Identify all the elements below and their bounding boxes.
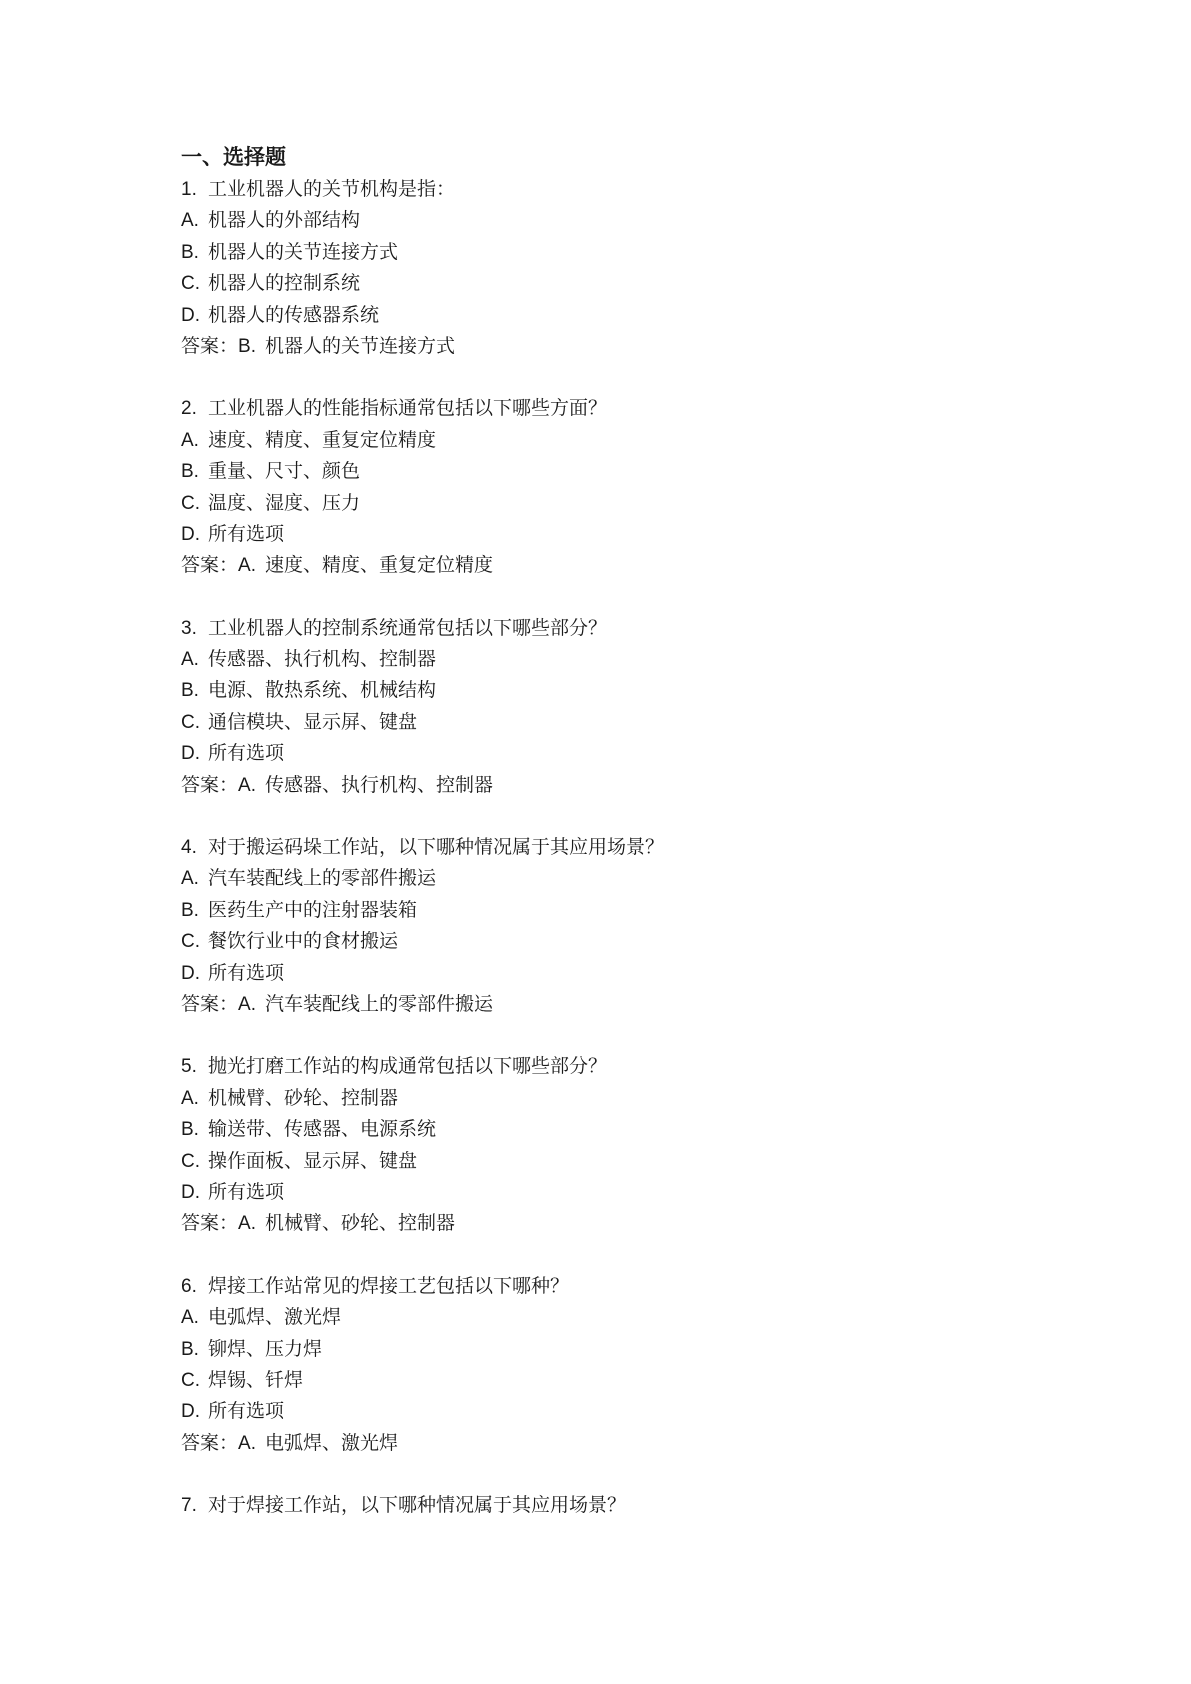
option-text: 传感器、执行机构、控制器 [208,648,437,671]
question-stem [181,1490,1061,1521]
option-line [181,268,1061,299]
option-line [181,488,1061,519]
option-letter: A. [181,210,199,232]
answer-label: 答案： [181,554,239,577]
option-text: 铆焊、压力焊 [208,1337,323,1360]
option-line [181,707,1061,738]
option-line [181,644,1061,675]
question-stem [181,1051,1061,1082]
answer-text: 汽车装配线上的零部件搬运 [265,992,494,1015]
option-letter: D. [181,743,200,765]
option-line [181,738,1061,769]
answer-line [181,989,1061,1020]
answer-letter: B. [238,335,256,357]
answer-text: 速度、精度、重复定位精度 [265,554,494,577]
document-page [181,140,1061,1552]
question-5 [181,1051,1061,1239]
option-text: 输送带、传感器、电源系统 [208,1118,437,1141]
answer-letter: A. [238,1432,256,1454]
option-letter: D. [181,1401,200,1423]
option-text: 所有选项 [208,1180,285,1203]
option-letter: B. [181,899,199,921]
option-text: 所有选项 [208,961,285,984]
question-text: 抛光打磨工作站的构成通常包括以下哪些部分？ [208,1055,608,1078]
question-text: 工业机器人的性能指标通常包括以下哪些方面？ [208,397,608,420]
option-letter: C. [181,1150,200,1172]
option-text: 所有选项 [208,522,285,545]
section-title: 一、选择题 [181,145,286,169]
question-number: 3. [181,617,197,639]
option-letter: C. [181,492,200,514]
answer-text: 传感器、执行机构、控制器 [265,773,494,796]
question-text: 对于焊接工作站，以下哪种情况属于其应用场景？ [208,1494,627,1517]
option-letter: B. [181,1338,199,1360]
option-line [181,1177,1061,1208]
question-stem [181,393,1061,424]
question-text: 工业机器人的关节机构是指： [208,178,456,200]
option-text: 通信模块、显示屏、键盘 [208,710,418,733]
option-text: 所有选项 [208,1400,285,1423]
option-text: 机器人的关节连接方式 [208,240,399,263]
answer-letter: A. [238,1213,256,1235]
option-line [181,1302,1061,1333]
answer-label: 答案： [181,1431,239,1454]
option-letter: C. [181,1369,200,1391]
option-letter: C. [181,931,200,953]
option-text: 速度、精度、重复定位精度 [208,428,437,451]
option-letter: D. [181,304,200,326]
option-letter: A. [181,868,199,890]
option-text: 电弧焊、激光焊 [208,1306,342,1329]
option-text: 温度、湿度、压力 [208,491,361,514]
option-line [181,1334,1061,1365]
question-stem [181,613,1061,644]
question-2 [181,393,1061,581]
question-number: 7. [181,1495,197,1517]
option-text: 机器人的控制系统 [208,272,361,295]
option-line [181,205,1061,236]
answer-line [181,550,1061,581]
question-number: 4. [181,837,197,859]
option-line [181,300,1061,331]
question-list [181,174,1061,1521]
option-text: 餐饮行业中的食材搬运 [208,930,399,953]
question-text: 焊接工作站常见的焊接工艺包括以下哪种？ [208,1274,570,1297]
answer-line [181,1208,1061,1239]
answer-label: 答案： [181,1212,239,1235]
option-letter: C. [181,273,200,295]
answer-line [181,331,1061,362]
question-text: 工业机器人的控制系统通常包括以下哪些部分？ [208,616,608,639]
option-line [181,1365,1061,1396]
answer-text: 机械臂、砂轮、控制器 [265,1212,456,1235]
option-line [181,1396,1061,1427]
question-6 [181,1271,1061,1459]
option-letter: A. [181,649,199,671]
answer-text: 电弧焊、激光焊 [265,1431,399,1454]
answer-letter: A. [238,993,256,1015]
option-line [181,237,1061,268]
option-letter: B. [181,241,199,263]
question-stem [181,174,1061,205]
option-line [181,675,1061,706]
question-number: 1. [181,179,197,200]
answer-letter: A. [238,555,256,577]
option-letter: A. [181,429,199,451]
option-text: 焊锡、钎焊 [208,1368,304,1391]
option-letter: D. [181,962,200,984]
option-text: 所有选项 [208,742,285,765]
option-line [181,1114,1061,1145]
option-text: 重量、尺寸、颜色 [208,460,361,483]
option-line [181,1146,1061,1177]
option-letter: B. [181,461,199,483]
question-stem [181,832,1061,863]
option-text: 医药生产中的注射器装箱 [208,898,418,921]
option-text: 电源、散热系统、机械结构 [208,679,437,702]
option-text: 机器人的传感器系统 [208,303,380,326]
answer-letter: A. [238,774,256,796]
question-stem [181,1271,1061,1302]
answer-label: 答案： [181,773,239,796]
option-line [181,926,1061,957]
option-text: 汽车装配线上的零部件搬运 [208,867,437,890]
option-line [181,1083,1061,1114]
option-letter: D. [181,523,200,545]
question-3 [181,613,1061,801]
question-number: 5. [181,1056,197,1078]
answer-line [181,1428,1061,1459]
option-letter: B. [181,680,199,702]
option-line [181,895,1061,926]
option-letter: B. [181,1119,199,1141]
option-text: 机械臂、砂轮、控制器 [208,1086,399,1109]
option-letter: C. [181,711,200,733]
option-letter: D. [181,1181,200,1203]
question-7 [181,1490,1061,1521]
option-line [181,519,1061,550]
answer-label: 答案： [181,992,239,1015]
answer-line [181,770,1061,801]
option-letter: A. [181,1307,199,1329]
answer-label: 答案： [181,334,239,357]
option-line [181,456,1061,487]
question-4 [181,832,1061,1020]
option-line [181,958,1061,989]
option-line [181,863,1061,894]
option-line [181,425,1061,456]
option-text: 机器人的外部结构 [208,209,361,232]
option-text: 操作面板、显示屏、键盘 [208,1149,418,1172]
answer-text: 机器人的关节连接方式 [265,334,456,357]
question-number: 2. [181,398,197,420]
question-number: 6. [181,1275,197,1297]
question-1 [181,174,1061,362]
question-text: 对于搬运码垛工作站，以下哪种情况属于其应用场景？ [208,836,665,859]
option-letter: A. [181,1087,199,1109]
